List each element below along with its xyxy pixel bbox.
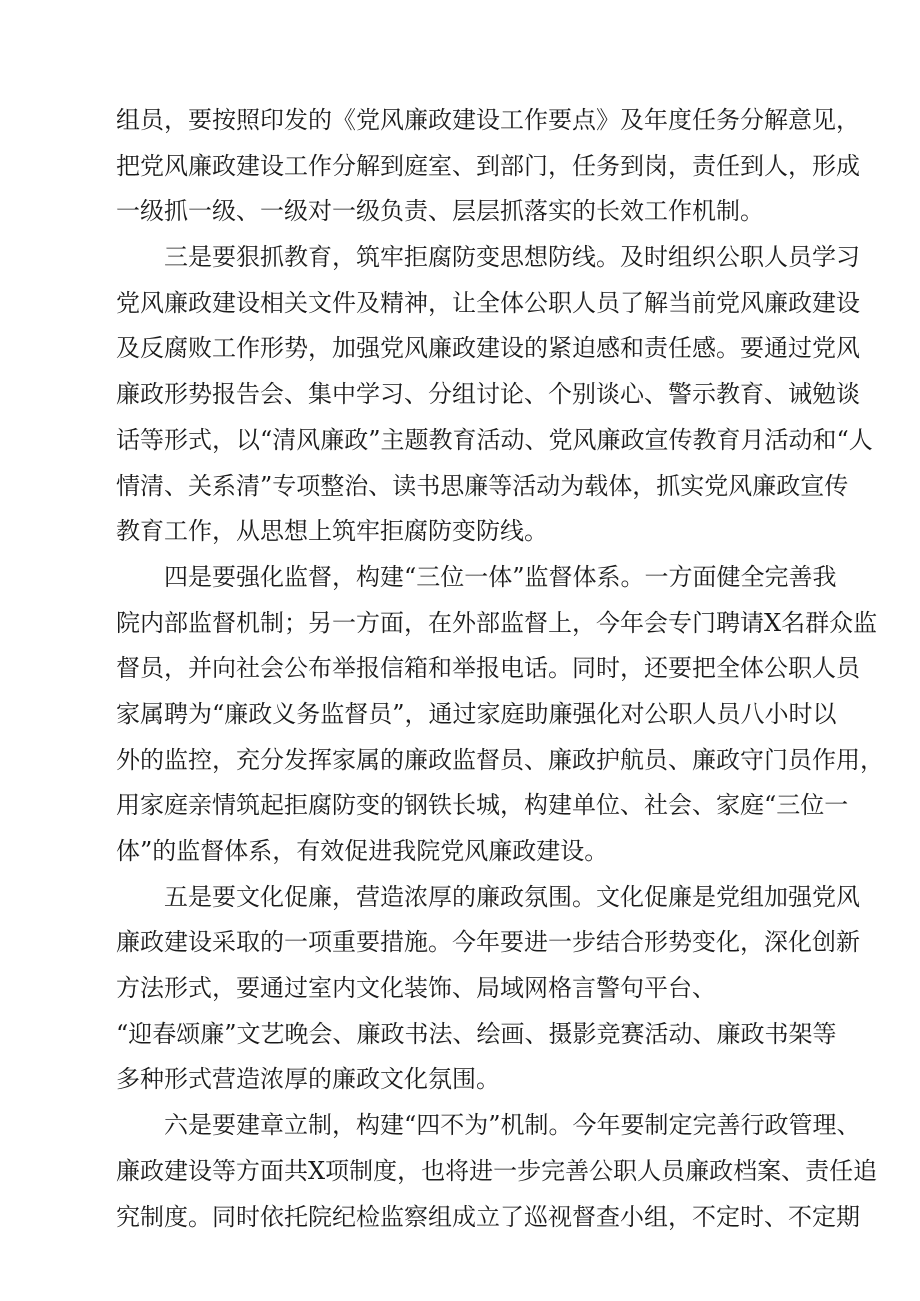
text-line: “迎春颂廉”文艺晚会、廉政书法、绘画、摄影竞赛活动、廉政书架等 bbox=[116, 1019, 837, 1048]
text-line: 廉政建设等方面共X项制度，也将进一步完善公职人员廉政档案、责任追 bbox=[116, 1156, 878, 1185]
document-body bbox=[116, 98, 884, 1240]
text-line: 教育工作，从思想上筑牢拒腐防变防线。 bbox=[116, 517, 548, 546]
text-line: 廉政建设采取的一项重要措施。今年要进一步结合形势变化，深化创新 bbox=[116, 928, 860, 957]
paragraph-culture bbox=[116, 875, 860, 1103]
text-line: 用家庭亲情筑起拒腐防变的钢铁长城，构建单位、社会、家庭“三位一 bbox=[116, 791, 849, 820]
text-line: 及反腐败工作形势，加强党风廉政建设的紧迫感和责任感。要通过党风 bbox=[116, 334, 860, 363]
paragraph-regulations bbox=[116, 1103, 878, 1240]
text-line: 院内部监督机制；另一方面，在外部监督上，今年会专门聘请X名群众监 bbox=[116, 608, 878, 637]
text-line: 六是要建章立制，构建“四不为”机制。今年要制定完善行政管理、 bbox=[164, 1111, 861, 1140]
text-line: 三是要狠抓教育，筑牢拒腐防变思想防线。及时组织公职人员学习 bbox=[164, 243, 860, 272]
text-line: 廉政形势报告会、集中学习、分组讨论、个别谈心、警示教育、诫勉谈 bbox=[116, 380, 860, 409]
text-line: 多种形式营造浓厚的廉政文化氛围。 bbox=[116, 1065, 500, 1094]
text-line: 情清、关系清”专项整治、读书思廉等活动为载体，抓实党风廉政宣传 bbox=[116, 471, 849, 500]
paragraph-supervision bbox=[116, 555, 884, 875]
text-line: 一级抓一级、一级对一级负责、层层抓落实的长效工作机制。 bbox=[116, 197, 764, 226]
text-line: 外的监控，充分发挥家属的廉政监督员、廉政护航员、廉政守门员作用， bbox=[116, 745, 884, 774]
paragraph-education bbox=[116, 235, 873, 555]
text-line: 方法形式，要通过室内文化装饰、局域网格言警句平台、 bbox=[116, 974, 716, 1003]
text-line: 究制度。同时依托院纪检监察组成立了巡视督查小组，不定时、不定期 bbox=[116, 1202, 860, 1231]
text-line: 体”的监督体系，有效促进我院党风廉政建设。 bbox=[116, 837, 609, 865]
text-line: 把党风廉政建设工作分解到庭室、到部门，任务到岗，责任到人，形成 bbox=[116, 151, 860, 180]
paragraph-1-continuation bbox=[116, 98, 860, 235]
text-line: 家属聘为“廉政义务监督员”，通过家庭助廉强化对公职人员八小时以 bbox=[116, 699, 837, 728]
text-line: 四是要强化监督，构建“三位一体”监督体系。一方面健全完善我 bbox=[164, 562, 837, 591]
text-line: 党风廉政建设相关文件及精神，让全体公职人员了解当前党风廉政建设 bbox=[116, 288, 860, 317]
text-line: 督员，并向社会公布举报信箱和举报电话。同时，还要把全体公职人员 bbox=[116, 654, 860, 683]
text-line: 组员，要按照印发的《党风廉政建设工作要点》及年度任务分解意见， bbox=[116, 106, 860, 134]
text-line: 话等形式，以“清风廉政”主题教育活动、党风廉政宣传教育月活动和“人 bbox=[116, 425, 873, 454]
text-line: 五是要文化促廉，营造浓厚的廉政氛围。文化促廉是党组加强党风 bbox=[164, 882, 860, 911]
